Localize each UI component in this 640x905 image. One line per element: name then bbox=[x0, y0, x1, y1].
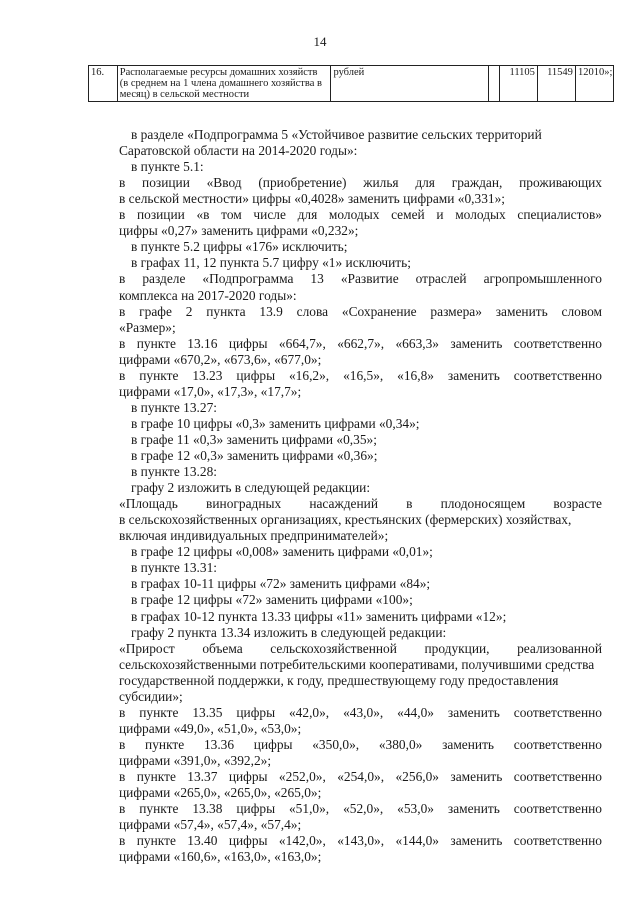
text-line: графу 2 изложить в следующей редакции: bbox=[131, 480, 371, 496]
text-line: «Размер»; bbox=[119, 319, 176, 335]
text-line: в графах 11, 12 пункта 5.7 цифру «1» исключить; bbox=[131, 255, 411, 271]
text-line: Саратовской области на 2014-2020 годы»: bbox=[119, 143, 358, 159]
text-line: в графе 12 цифры «0,008» заменить цифрами «0,01»; bbox=[131, 544, 433, 560]
text-line: в графе 10 цифры «0,3» заменить цифрами «0,34»; bbox=[131, 415, 420, 431]
continuation-table bbox=[88, 65, 614, 102]
text-line: в пункте 13.28: bbox=[131, 464, 218, 480]
text-line: в графе 12 цифры «72» заменить цифрами «100»; bbox=[131, 592, 413, 608]
text-line: в пункте 5.2 цифры «176» исключить; bbox=[131, 239, 348, 255]
text-line: цифрами «670,2», «673,6», «677,0»; bbox=[119, 351, 322, 367]
row-unit: рублей bbox=[331, 66, 488, 102]
text-line: включая индивидуальных предпринимателей»; bbox=[119, 528, 389, 544]
text-line: комплекса на 2017-2020 годы»: bbox=[119, 287, 297, 303]
text-line: государственной поддержки, к году, предшествующему году предоставления bbox=[119, 672, 559, 688]
text-line: цифрами «391,0», «392,2»; bbox=[119, 752, 272, 768]
text-line: в пункте 13.36 цифры «350,0», «380,0» заменить соответственно bbox=[119, 736, 602, 752]
text-line: субсидии»; bbox=[119, 688, 183, 704]
text-line: в графах 10-11 цифры «72» заменить цифрами «84»; bbox=[131, 576, 431, 592]
row-description: Располагаемые ресурсы домашних хозяйств (в среднем на 1 члена домашнего хозяйства в месяц) в сельской местности bbox=[117, 66, 331, 102]
row-value-3: 12010»; bbox=[575, 66, 613, 102]
page-number: 14 bbox=[313, 34, 327, 49]
row-value-2: 11549 bbox=[537, 66, 575, 102]
text-line: цифрами «265,0», «265,0», «265,0»; bbox=[119, 785, 322, 801]
text-line: в пункте 13.31: bbox=[131, 560, 218, 576]
row-value-1: 11105 bbox=[499, 66, 537, 102]
text-line: в пункте 13.40 цифры «142,0», «143,0», «144,0» заменить соответственно bbox=[119, 833, 602, 849]
text-line: сельскохозяйственными потребительскими кооперативами, получившими средства bbox=[119, 656, 595, 672]
text-line: «Площадь виноградных насаждений в плодоносящем возрасте bbox=[119, 496, 602, 512]
text-line: в пункте 13.23 цифры «16,2», «16,5», «16,8» заменить соответственно bbox=[119, 367, 602, 383]
text-line: в пункте 13.37 цифры «252,0», «254,0», «256,0» заменить соответственно bbox=[119, 769, 602, 784]
text-line: в пункте 5.1: bbox=[131, 159, 204, 175]
table-row bbox=[89, 66, 614, 102]
text-line: в пункте 13.35 цифры «42,0», «43,0», «44,0» заменить соответственно bbox=[119, 704, 602, 720]
text-line: «Прирост объема сельскохозяйственной продукции, реализованной bbox=[119, 640, 602, 656]
text-line: в пункте 13.16 цифры «664,7», «662,7», «663,3» заменить соответственно bbox=[119, 335, 602, 351]
text-line: цифры «0,27» заменить цифрами «0,232»; bbox=[119, 223, 359, 239]
text-line: графу 2 пункта 13.34 изложить в следующей редакции: bbox=[131, 624, 447, 640]
text-line: в графе 11 «0,3» заменить цифрами «0,35»; bbox=[131, 431, 377, 447]
text-line: в графах 10-12 пункта 13.33 цифры «11» заменить цифрами «12»; bbox=[131, 608, 507, 624]
text-line: цифрами «49,0», «51,0», «53,0»; bbox=[119, 720, 302, 736]
empty-cell bbox=[488, 66, 499, 102]
text-line: цифрами «17,0», «17,3», «17,7»; bbox=[119, 383, 302, 399]
text-line: в графе 12 «0,3» заменить цифрами «0,36»; bbox=[131, 448, 378, 463]
text-line: в графе 2 пункта 13.9 слова «Сохранение размера» заменить словом bbox=[119, 303, 602, 319]
text-line: в пункте 13.27: bbox=[131, 399, 218, 415]
text-line: в позиции «в том числе для молодых семей и молодых специалистов» bbox=[119, 207, 602, 223]
text-line: в пункте 13.38 цифры «51,0», «52,0», «53,0» заменить соответственно bbox=[119, 801, 602, 817]
text-line: в разделе «Подпрограмма 5 «Устойчивое развитие сельских территорий bbox=[131, 127, 542, 142]
text-line: в разделе «Подпрограмма 13 «Развитие отраслей агропромышленного bbox=[119, 271, 602, 287]
text-line: в позиции «Ввод (приобретение) жилья для граждан, проживающих bbox=[119, 175, 602, 191]
text-line: в сельской местности» цифры «0,4028» заменить цифрами «0,331»; bbox=[119, 191, 506, 207]
text-line: в сельскохозяйственных организациях, крестьянских (фермерских) хозяйствах, bbox=[119, 512, 572, 528]
text-line: цифрами «160,6», «163,0», «163,0»; bbox=[119, 849, 322, 865]
text-line: цифрами «57,4», «57,4», «57,4»; bbox=[119, 817, 302, 833]
row-number: 16. bbox=[89, 66, 118, 102]
